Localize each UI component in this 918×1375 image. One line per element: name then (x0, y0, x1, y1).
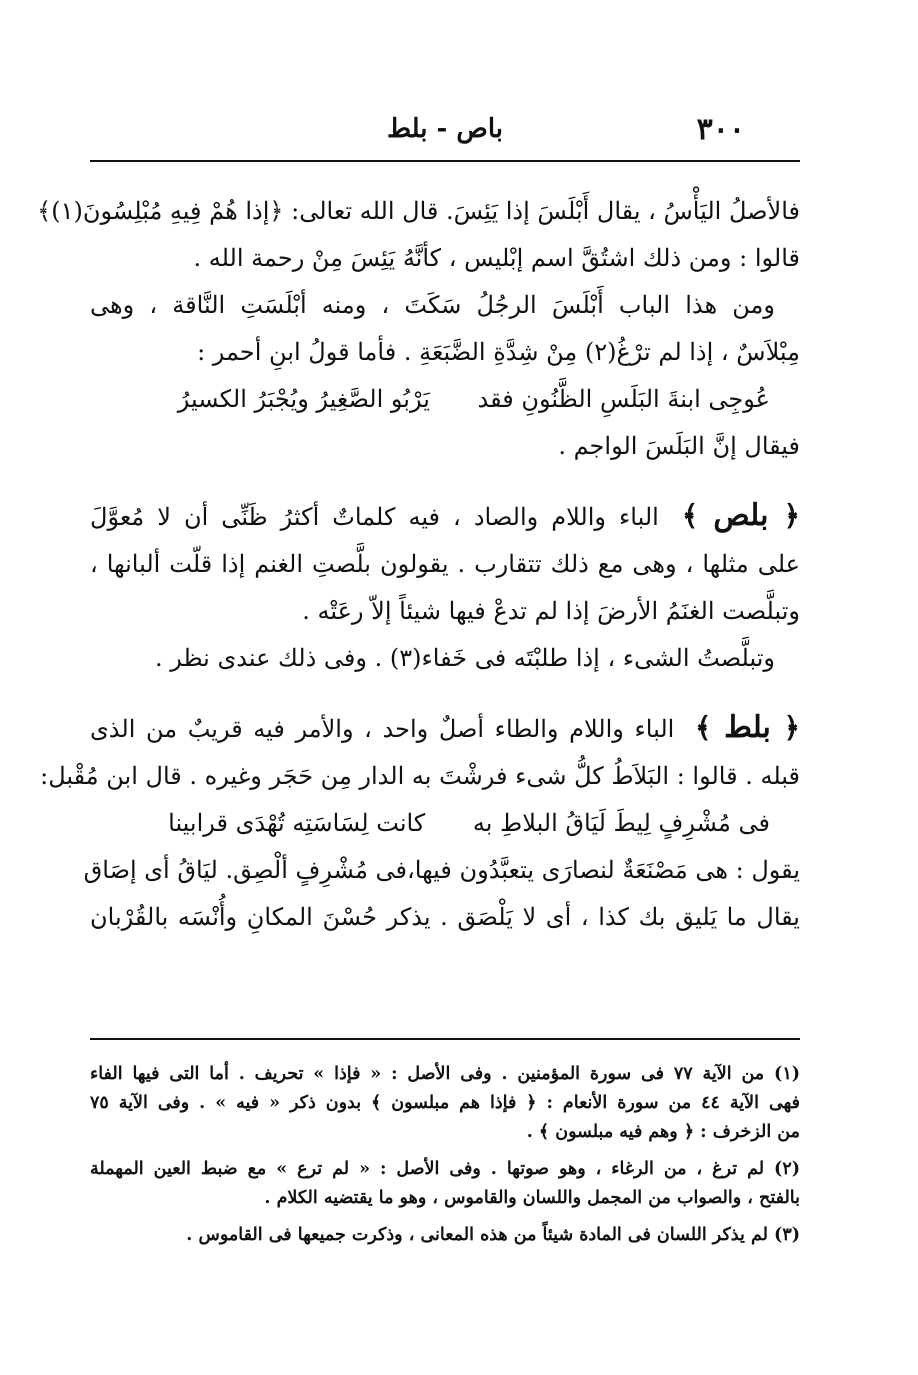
entry-text: الباء واللام والصاد ، فيه كلماتٌ أكثرُ ظَنِّى أن لا مُعوَّلَ (90, 503, 659, 531)
footnote-rule (90, 1038, 800, 1040)
entry-first-line (90, 492, 800, 541)
page-header (90, 112, 800, 152)
verse-hemistich-second: كانت لِسَاسَتِه تُهْدَى قرابينا (168, 809, 426, 837)
footnote-1 (90, 1060, 800, 1147)
text-line: على مثلها ، وهى مع ذلك تتقارب . يقولون بلَّصتِ الغنم إذا قلّت ألبانها ، (90, 550, 800, 578)
footnote-2 (90, 1155, 800, 1213)
footnote-line: من الزخرف : ﴿ وهم فيه مبلسون ﴾ . (526, 1122, 800, 1142)
text-line: وتبلَّصت الغنَمُ الأرضَ إذا لم تدعْ فيها شيئاً إلاّ رعَتْه . (302, 597, 800, 625)
verse-hemistich-first: فى مُشْرِفٍ لِيطَ لَيَاقُ البلاطِ به (472, 809, 770, 837)
text-line: وتبلَّصتُ الشىء ، إذا طلبْتَه فى خَفاء(٣) . وفى ذلك عندى نظر . (154, 644, 775, 672)
verse-hemistich-second: يَرْبُو الصَّغِيرُ ويُجْبَرُ الكسيرُ (177, 385, 430, 413)
running-head: باص - بلط (386, 114, 503, 144)
footnote-line: (٣) لم يذكر اللسان فى المادة شيئاً من هذه المعانى ، وذكرت جميعها فى القاموس . (186, 1225, 800, 1245)
verse-line (90, 800, 800, 847)
entry-spacer (90, 682, 800, 704)
text-line: فالأصلُ اليَأْسُ ، يقال أَبْلَسَ إذا يَئِسَ. قال الله تعالى: ﴿إذا هُمْ فِيهِ مُبْلِسُونَ(١)﴾ (37, 197, 800, 225)
footnote-line: فهى الآية ٤٤ من سورة الأنعام : ﴿ فإذا هم مبلسون ﴾ بدون ذكر « فيه » . وفى الآية ٧٥ (90, 1093, 800, 1113)
text-line: قبله . قالوا : البَلاَطُ كلُّ شىء فرشْتَ به الدار مِن حَجَر وغيره . قال ابن مُقْبل: (40, 762, 800, 790)
footnote-line: بالفتح ، والصواب من المجمل واللسان والقاموس ، وهو ما يقتضيه الكلام . (264, 1188, 800, 1208)
entry-headword: ﴿ بلص ﴾ (681, 498, 800, 533)
header-rule (90, 160, 800, 162)
footnote-line: (٢) لم ترغ ، من الرغاء ، وهو صوتها . وفى الأصل : « لم ترع » مع ضبط العين المهملة (90, 1159, 800, 1179)
verse-line (90, 376, 800, 423)
entry-first-line (90, 704, 800, 753)
text-line: يقول : هى مَصْنَعَةٌ لنصارَى يتعبَّدُون فيها،فى مُشْرِفٍ ألْصِق. ليَاقُ أى إصَاق (83, 856, 800, 884)
text-line: ومن هذا الباب أَبْلَسَ الرجُلُ سَكَتَ ، ومنه أبْلَسَتِ النَّاقة ، وهى (90, 291, 775, 319)
verse-hemistich-first: عُوجِى ابنةَ البَلَسِ الظَّنُونِ فقد (477, 385, 770, 413)
text-line: فيقال إنَّ البَلَسَ الواجم . (558, 432, 800, 460)
footnotes (90, 1060, 800, 1258)
main-text (37, 188, 801, 941)
text-line: يقال ما يَليق بك كذا ، أى لا يَلْصَق . يذكر حُسْنَ المكانِ وأُنْسَه بالقُرْبان (90, 903, 800, 931)
entry-spacer (90, 470, 800, 492)
text-line: مِبْلاَسٌ ، إذا لم ترْغُ(٢) مِنْ شِدَّةِ الضَّبَعَةِ . فأما قولُ ابنِ أحمر : (197, 338, 800, 366)
text-line: قالوا : ومن ذلك اشتُقَّ اسم إبْليس ، كأنَّهُ يَئِسَ مِنْ رحمة الله . (193, 244, 800, 272)
footnote-3 (90, 1221, 800, 1250)
footnote-line: (١) من الآية ٧٧ فى سورة المؤمنين . وفى الأصل : « فإذا » تحريف . أما التى فيها الفاء (90, 1064, 800, 1084)
entry-headword: ﴿ بلط ﴾ (694, 710, 801, 745)
page-number: ٣٠٠ (696, 112, 745, 147)
entry-text: الباء واللام والطاء أصلٌ واحد ، والأمر فيه قريبٌ من الذى (90, 715, 675, 743)
